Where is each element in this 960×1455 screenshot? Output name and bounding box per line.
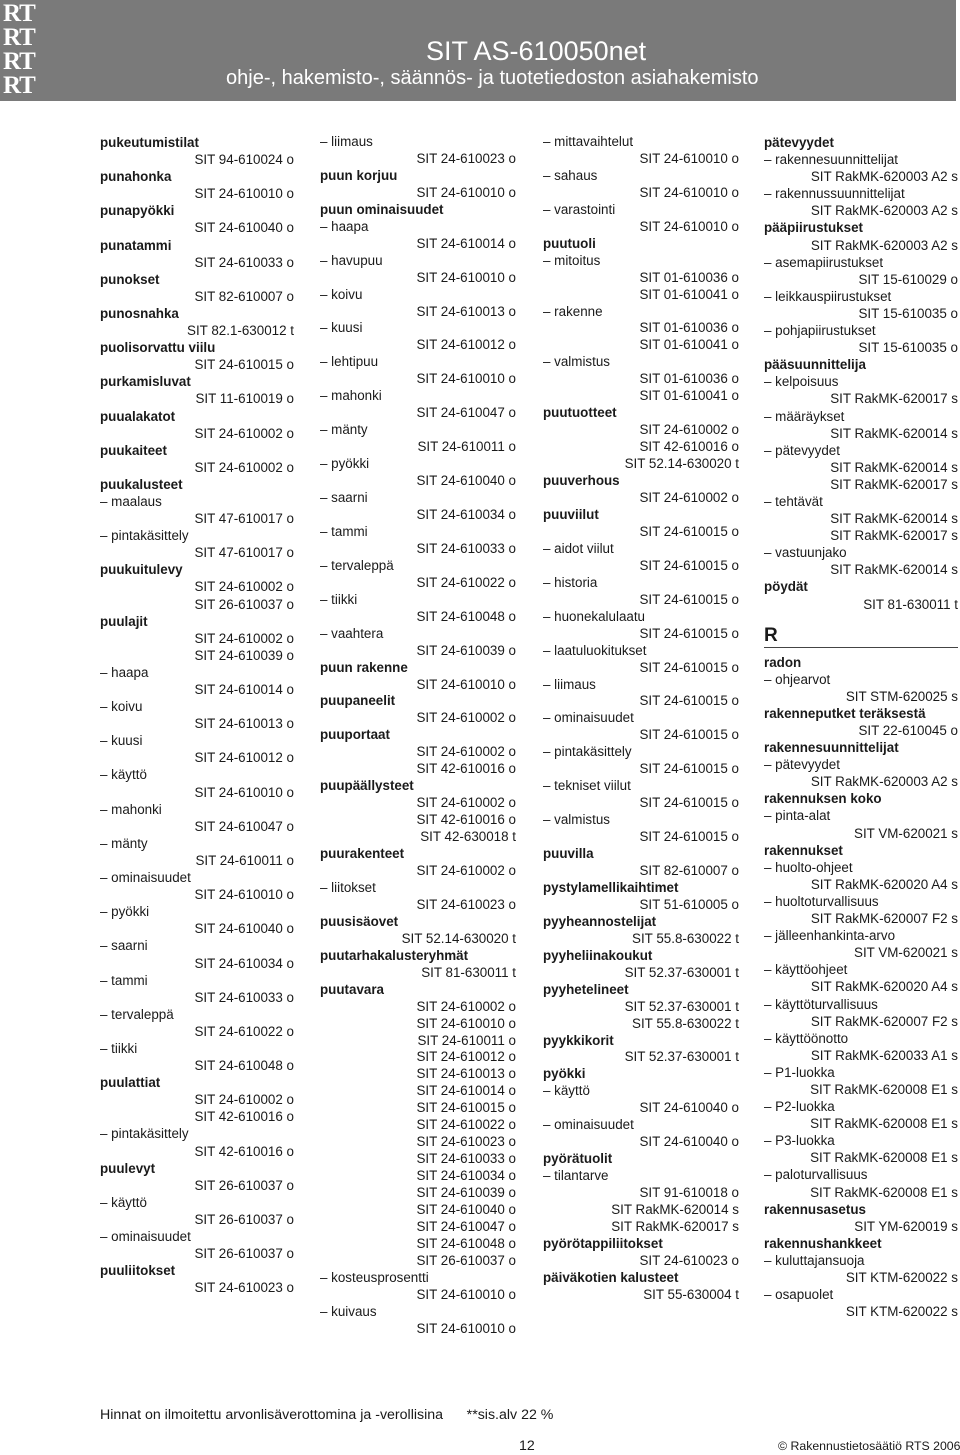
document-code: SIT 42-610016 o [639, 439, 739, 455]
document-code: SIT 52.14-630020 t [624, 456, 739, 472]
document-code: SIT 24-610002 o [194, 459, 294, 475]
document-code: SIT RakMK-620008 E1 s [810, 1150, 958, 1166]
document-code: SIT 24-610013 o [416, 303, 516, 319]
document-code: SIT 94-610024 o [194, 152, 294, 168]
document-code: SIT 24-610015 o [639, 727, 739, 743]
document-code: SIT 51-610005 o [639, 896, 739, 912]
index-subentry: – lehtipuu [320, 354, 379, 370]
document-code: SIT 24-610010 o [194, 887, 294, 903]
index-subentry: – vastuunjako [764, 545, 847, 561]
index-subentry: – pätevyydet [764, 757, 840, 773]
index-subentry: – liimaus [320, 134, 373, 149]
document-code: SIT RakMK-620020 A4 s [810, 979, 958, 995]
index-heading: punosnahka [100, 305, 179, 321]
document-code: SIT 24-610048 o [416, 608, 516, 624]
index-heading: radon [764, 654, 802, 670]
document-code: SIT 15-610035 o [858, 305, 958, 321]
index-subentry: – haapa [320, 218, 369, 234]
logo-line: RT [3, 0, 35, 27]
index-subentry: – ohjearvot [764, 671, 831, 687]
document-code: SIT 82-610007 o [194, 288, 294, 304]
document-code: SIT RakMK-620017 s [830, 476, 958, 492]
index-heading: puulajit [100, 613, 148, 629]
document-code: SIT RakMK-620033 A1 s [810, 1047, 958, 1063]
index-heading: puutuotteet [543, 405, 617, 421]
index-subentry: – rakennesuunnittelijat [764, 152, 898, 168]
document-code: SIT 24-610010 o [194, 784, 294, 800]
index-heading: pääsuunnittelija [764, 357, 866, 373]
document-code: SIT 24-610015 o [639, 523, 739, 539]
document-code: SIT 42-610016 o [416, 761, 516, 777]
section-letter: R [764, 625, 958, 648]
document-code: SIT 15-610035 o [858, 340, 958, 356]
index-heading: puun ominaisuudet [320, 201, 444, 217]
index-subentry: – osapuolet [764, 1287, 834, 1303]
document-code: SIT 24-610015 o [194, 357, 294, 373]
index-heading: puupäällysteet [320, 778, 414, 794]
index-subentry: – tammi [320, 523, 368, 539]
rt-logo [3, 2, 81, 99]
index-subentry: – tekniset viilut [543, 778, 631, 794]
document-code: SIT 24-610034 o [194, 955, 294, 971]
document-code: SIT 24-610010 o [416, 184, 516, 200]
index-subentry: – mitoitus [543, 252, 601, 268]
index-subentry: – tiikki [100, 1040, 138, 1056]
document-code: SIT 24-610002 o [639, 422, 739, 438]
document-code: SIT 24-610010 o [416, 269, 516, 285]
index-heading: pätevyydet [764, 135, 834, 150]
index-subentry: – kelpoisuus [764, 374, 839, 390]
document-code: SIT 24-610010 o [639, 218, 739, 234]
document-code: SIT 26-610037 o [194, 596, 294, 612]
document-code: SIT 26-610037 o [194, 1177, 294, 1193]
document-code: SIT 24-610011 o [195, 852, 294, 868]
document-code: SIT 24-610002 o [194, 579, 294, 595]
document-code: SIT 24-610014 o [416, 235, 516, 251]
document-code: SIT 24-610012 o [416, 1049, 516, 1065]
logo-line: RT [3, 72, 35, 99]
document-code: SIT 24-610012 o [416, 337, 516, 353]
index-subentry: – pinta-alat [764, 808, 831, 824]
document-code: SIT 24-610022 o [416, 574, 516, 590]
index-column-3 [543, 134, 739, 1304]
document-code: SIT RakMK-620014 s [830, 511, 958, 527]
document-code: SIT 24-610010 o [416, 371, 516, 387]
index-column-2 [320, 134, 516, 1338]
index-heading: pyykkikorit [543, 1032, 614, 1048]
document-code: SIT 24-610012 o [194, 750, 294, 766]
document-code: SIT 24-610039 o [194, 647, 294, 663]
index-subentry: – kuusi [320, 320, 363, 336]
index-subentry: – koivu [100, 699, 143, 715]
document-code: SIT 47-610017 o [194, 545, 294, 561]
index-heading: pyyheannostelijat [543, 913, 657, 929]
index-subentry: – huoltoturvallisuus [764, 893, 879, 909]
index-heading: puualakatot [100, 408, 176, 424]
index-subentry: – P3-luokka [764, 1133, 835, 1149]
document-code: SIT RakMK-620008 E1 s [810, 1184, 958, 1200]
index-subentry: – mahonki [320, 388, 382, 404]
document-code: SIT 24-610010 o [416, 1286, 516, 1302]
page-header [0, 0, 956, 101]
document-code: SIT 52.14-630020 t [401, 930, 516, 946]
index-subentry: – pyökki [320, 456, 370, 472]
index-heading: puutuoli [543, 235, 596, 251]
document-code: SIT 52.37-630001 t [624, 1049, 739, 1065]
index-heading: rakennusasetus [764, 1201, 866, 1217]
document-code: SIT 24-610023 o [639, 1252, 739, 1268]
index-subentry: – saarni [320, 490, 368, 506]
index-heading: puuportaat [320, 727, 390, 743]
index-heading: puolisorvattu viilu [100, 340, 216, 356]
index-heading: puukuitulevy [100, 562, 183, 578]
document-code: SIT RakMK-620017 s [830, 528, 958, 544]
index-heading: puutarhakalusteryhmät [320, 947, 469, 963]
copyright-notice: © Rakennustietosäätiö RTS 2006 [778, 1439, 960, 1453]
index-subentry: – käyttöönotto [764, 1030, 849, 1046]
index-subentry: – pintakäsittely [100, 528, 189, 544]
document-code: SIT 55.8-630022 t [632, 1015, 739, 1031]
document-code: SIT RakMK-620003 A2 s [810, 169, 958, 185]
document-code: SIT KTM-620022 s [845, 1304, 958, 1320]
index-subentry: – maalaus [100, 493, 162, 509]
index-subentry: – sahaus [543, 167, 598, 183]
document-code: SIT 52.37-630001 t [624, 998, 739, 1014]
index-subentry: – kuusi [100, 733, 143, 749]
document-code: SIT 24-610015 o [639, 761, 739, 777]
logo-line: RT [3, 48, 35, 75]
index-subentry: – pintakäsittely [100, 1126, 189, 1142]
document-code: SIT 24-610034 o [416, 1168, 516, 1184]
index-subentry: – koivu [320, 286, 363, 302]
document-code: SIT 11-610019 o [195, 391, 294, 407]
index-subentry: – kuluttajansuoja [764, 1252, 865, 1268]
index-heading: puun korjuu [320, 167, 398, 183]
index-subentry: – paloturvallisuus [764, 1167, 868, 1183]
document-code: SIT 81-630011 t [421, 964, 516, 980]
index-heading: pyörätuolit [543, 1151, 613, 1167]
document-code: SIT 24-610015 o [639, 591, 739, 607]
document-code: SIT 82-610007 o [639, 862, 739, 878]
index-heading: rakennukset [764, 842, 843, 858]
index-heading: punapyökki [100, 203, 175, 219]
index-subentry: – tammi [100, 972, 148, 988]
document-code: SIT 24-610002 o [416, 710, 516, 726]
document-code: SIT 24-610013 o [416, 1066, 516, 1082]
index-heading: pöydät [764, 579, 808, 595]
index-subentry: – varastointi [543, 201, 616, 217]
document-code: SIT 24-610014 o [194, 682, 294, 697]
document-code: SIT 55.8-630022 t [632, 930, 739, 946]
index-subentry: – asemapiirustukset [764, 254, 884, 270]
document-code: SIT 24-610034 o [416, 506, 516, 522]
index-subentry: – saarni [100, 938, 148, 954]
document-code: SIT 24-610011 o [417, 439, 516, 455]
document-code: SIT 01-610041 o [639, 337, 739, 353]
index-heading: pystylamellikaihtimet [543, 879, 679, 895]
index-heading: rakennesuunnittelijat [764, 740, 899, 756]
document-code: SIT 24-610040 o [416, 473, 516, 489]
document-code: SIT 26-610037 o [194, 1211, 294, 1227]
index-heading: puuvilla [543, 846, 594, 862]
document-code: SIT RakMK-620014 s [830, 425, 958, 441]
document-code: SIT 24-610002 o [639, 490, 739, 506]
index-subentry: – ominaisuudet [100, 870, 191, 886]
document-code: SIT RakMK-620003 A2 s [810, 774, 958, 790]
index-heading: punatammi [100, 237, 172, 253]
index-heading: puuverhous [543, 473, 620, 489]
document-code: SIT 24-610010 o [416, 1015, 516, 1031]
index-subentry: – mänty [320, 422, 368, 438]
document-code: SIT RakMK-620008 E1 s [810, 1116, 958, 1132]
document-code: SIT 01-610036 o [639, 320, 739, 336]
index-subentry: – tervaleppä [320, 557, 394, 573]
index-heading: pyörötappiliitokset [543, 1235, 663, 1251]
document-code: SIT 24-610010 o [416, 1320, 516, 1336]
index-subentry: – ominaisuudet [543, 1117, 634, 1133]
document-code: SIT 24-610015 o [639, 659, 739, 675]
document-code: SIT 91-610018 o [639, 1185, 739, 1201]
index-subentry: – huolto-ohjeet [764, 859, 853, 875]
index-subentry: – käyttö [100, 767, 147, 783]
document-code: SIT 24-610033 o [194, 254, 294, 270]
index-subentry: – havupuu [320, 252, 383, 268]
document-code: SIT 52.37-630001 t [624, 964, 739, 980]
index-subentry: – määräykset [764, 408, 845, 424]
document-code: SIT 24-610011 o [417, 1032, 516, 1048]
document-code: SIT 42-610016 o [194, 1109, 294, 1125]
document-code: SIT 24-610015 o [639, 693, 739, 709]
page-number: 12 [519, 1438, 535, 1454]
index-subentry: – valmistus [543, 812, 610, 828]
document-code: SIT 24-610047 o [416, 405, 516, 421]
document-code: SIT 01-610041 o [639, 388, 739, 404]
index-subentry: – haapa [100, 664, 149, 680]
index-heading: rakennushankkeet [764, 1235, 882, 1251]
index-heading: päiväkotien kalusteet [543, 1269, 679, 1285]
document-code: SIT 55-630004 t [643, 1286, 739, 1302]
document-code: SIT 24-610002 o [194, 425, 294, 441]
index-subentry: – mänty [100, 835, 148, 851]
document-code: SIT 24-610010 o [416, 676, 516, 692]
document-code: SIT VM-620021 s [854, 945, 958, 961]
index-heading: purkamisluvat [100, 374, 191, 390]
document-code: SIT 24-610040 o [639, 1134, 739, 1150]
document-code: SIT 47-610017 o [194, 511, 294, 527]
document-code: SIT 24-610015 o [639, 625, 739, 641]
document-code: SIT 26-610037 o [416, 1252, 516, 1268]
index-heading: puutavara [320, 981, 384, 997]
index-heading: pyyheliinakoukut [543, 947, 653, 963]
index-subentry: – P1-luokka [764, 1064, 835, 1080]
document-code: SIT RakMK-620014 s [611, 1202, 739, 1218]
index-heading: puurakenteet [320, 846, 405, 862]
index-subentry: – tehtävät [764, 493, 823, 509]
index-heading: punokset [100, 271, 160, 287]
document-code: SIT 24-610040 o [194, 220, 294, 236]
index-subentry: – käyttö [543, 1083, 590, 1099]
document-code: SIT VM-620021 s [854, 825, 958, 841]
document-code: SIT 42-610016 o [194, 1143, 294, 1159]
document-code: SIT KTM-620022 s [845, 1270, 958, 1285]
document-code: SIT 24-610022 o [194, 1023, 294, 1039]
document-code: SIT RakMK-620017 s [611, 1219, 739, 1234]
index-heading: pääpiirustukset [764, 220, 863, 236]
document-subtitle: ohje-, hakemisto-, säännös- ja tuotetiedoston asiahakemisto [226, 67, 759, 89]
document-code: SIT STM-620025 s [845, 688, 958, 704]
index-subentry: – P2-luokka [764, 1099, 835, 1115]
index-subentry: – mahonki [100, 801, 162, 817]
index-subentry: – kuivaus [320, 1303, 377, 1319]
price-note: Hinnat on ilmoitettu arvonlisäverottomina ja -verollisina **sis.alv 22 % [100, 1407, 554, 1423]
index-heading: puun rakenne [320, 659, 408, 675]
document-code: SIT RakMK-620003 A2 s [810, 203, 958, 219]
index-subentry: – valmistus [543, 354, 610, 370]
index-column-1 [100, 134, 294, 1296]
document-code: SIT 24-610047 o [416, 1219, 516, 1234]
document-code: SIT 24-610015 o [639, 829, 739, 845]
index-heading: puukalusteet [100, 476, 183, 492]
index-heading: pukeutumistilat [100, 135, 199, 150]
document-code: SIT 24-610015 o [416, 1100, 516, 1116]
index-heading: puulevyt [100, 1160, 156, 1176]
index-heading: pyyhetelineet [543, 981, 629, 997]
index-heading: puulattiat [100, 1075, 161, 1091]
index-subentry: – ominaisuudet [543, 710, 634, 726]
document-code: SIT 24-610023 o [416, 150, 516, 166]
index-subentry: – historia [543, 574, 598, 590]
index-subentry: – käyttö [100, 1194, 147, 1210]
index-subentry: – pyökki [100, 904, 150, 920]
document-code: SIT 24-610002 o [194, 630, 294, 646]
document-code: SIT 24-610002 o [416, 862, 516, 878]
document-code: SIT 24-610002 o [416, 998, 516, 1014]
document-code: SIT 81-630011 t [863, 596, 958, 612]
index-subentry: – huonekalulaatu [543, 608, 646, 624]
document-code: SIT 24-610040 o [416, 1202, 516, 1218]
document-code: SIT RakMK-620007 F2 s [810, 1013, 958, 1029]
logo-line: RT [3, 24, 35, 51]
document-code: SIT RakMK-620008 E1 s [810, 1081, 958, 1097]
document-code: SIT 24-610015 o [639, 795, 739, 811]
document-code: SIT 24-610015 o [639, 557, 739, 573]
document-code: SIT 24-610048 o [416, 1235, 516, 1251]
document-code: SIT 24-610022 o [416, 1117, 516, 1133]
document-code: SIT 01-610036 o [639, 269, 739, 285]
document-code: SIT 15-610029 o [858, 271, 958, 287]
index-heading: rakennuksen koko [764, 791, 882, 807]
index-subentry: – mittavaihtelut [543, 134, 634, 149]
document-title: SIT AS-610050net [426, 36, 647, 66]
document-code: SIT YM-620019 s [854, 1218, 958, 1234]
index-subentry: – kosteusprosentti [320, 1269, 429, 1285]
index-subentry: – pätevyydet [764, 442, 840, 458]
document-code: SIT 24-610039 o [416, 642, 516, 658]
document-code: SIT 24-610002 o [416, 795, 516, 811]
index-subentry: – rakennussuunnittelijat [764, 186, 905, 202]
index-subentry: – tervaleppä [100, 1006, 174, 1022]
document-code: SIT 24-610013 o [194, 716, 294, 732]
document-code: SIT 24-610010 o [639, 184, 739, 200]
index-subentry: – liitokset [320, 879, 376, 895]
document-code: SIT RakMK-620020 A4 s [810, 876, 958, 892]
index-subentry: – rakenne [543, 303, 603, 319]
document-code: SIT 24-610040 o [639, 1100, 739, 1116]
index-subentry: – tilantarve [543, 1168, 609, 1184]
document-code: SIT 24-610023 o [416, 896, 516, 912]
index-heading: rakenneputket teräksestä [764, 705, 926, 721]
document-code: SIT 22-610045 o [858, 723, 958, 738]
index-subentry: – käyttöohjeet [764, 962, 848, 978]
index-subentry: – aidot viilut [543, 540, 614, 556]
document-code: SIT RakMK-620014 s [830, 459, 958, 475]
index-subentry: – tiikki [320, 591, 358, 607]
document-code: SIT 24-610033 o [416, 1151, 516, 1167]
index-subentry: – vaahtera [320, 625, 384, 641]
document-code: SIT 42-610016 o [416, 812, 516, 828]
index-subentry: – laatuluokitukset [543, 642, 647, 658]
document-code: SIT 24-610010 o [194, 186, 294, 202]
index-subentry: – ominaisuudet [100, 1229, 191, 1244]
document-code: SIT 24-610010 o [639, 150, 739, 166]
index-heading: punahonka [100, 169, 172, 185]
document-code: SIT 24-610033 o [194, 989, 294, 1005]
index-subentry: – pohjapiirustukset [764, 323, 876, 339]
document-code: SIT 24-610039 o [416, 1185, 516, 1201]
index-heading: puukaiteet [100, 442, 167, 458]
document-code: SIT 24-610014 o [416, 1083, 516, 1099]
document-code: SIT RakMK-620007 F2 s [810, 911, 958, 927]
document-code: SIT RakMK-620014 s [830, 562, 958, 578]
document-code: SIT 82.1-630012 t [187, 323, 294, 339]
index-heading: puuviilut [543, 506, 599, 522]
document-code: SIT 24-610002 o [194, 1092, 294, 1108]
document-code: SIT 24-610047 o [194, 818, 294, 834]
index-subentry: – leikkauspiirustukset [764, 288, 892, 304]
document-code: SIT 24-610048 o [194, 1058, 294, 1074]
document-code: SIT 42-630018 t [420, 829, 516, 845]
document-code: SIT RakMK-620003 A2 s [810, 237, 958, 253]
index-heading: pyökki [543, 1066, 586, 1082]
document-code: SIT 24-610040 o [194, 921, 294, 937]
index-subentry: – pintakäsittely [543, 744, 632, 760]
document-code: SIT 01-610036 o [639, 371, 739, 387]
index-column-4 [764, 134, 958, 1320]
index-subentry: – jälleenhankinta-arvo [764, 928, 896, 944]
index-heading: puuliitokset [100, 1263, 176, 1279]
document-code: SIT 01-610041 o [639, 286, 739, 302]
index-heading: puupaneelit [320, 693, 396, 709]
index-subentry: – liimaus [543, 676, 596, 692]
document-code: SIT RakMK-620017 s [830, 391, 958, 407]
document-code: SIT 24-610023 o [416, 1134, 516, 1150]
index-subentry: – käyttöturvallisuus [764, 996, 878, 1012]
document-code: SIT 24-610033 o [416, 540, 516, 556]
document-code: SIT 24-610002 o [416, 744, 516, 760]
document-code: SIT 26-610037 o [194, 1246, 294, 1262]
document-code: SIT 24-610023 o [194, 1280, 294, 1296]
index-heading: puusisäovet [320, 913, 399, 929]
